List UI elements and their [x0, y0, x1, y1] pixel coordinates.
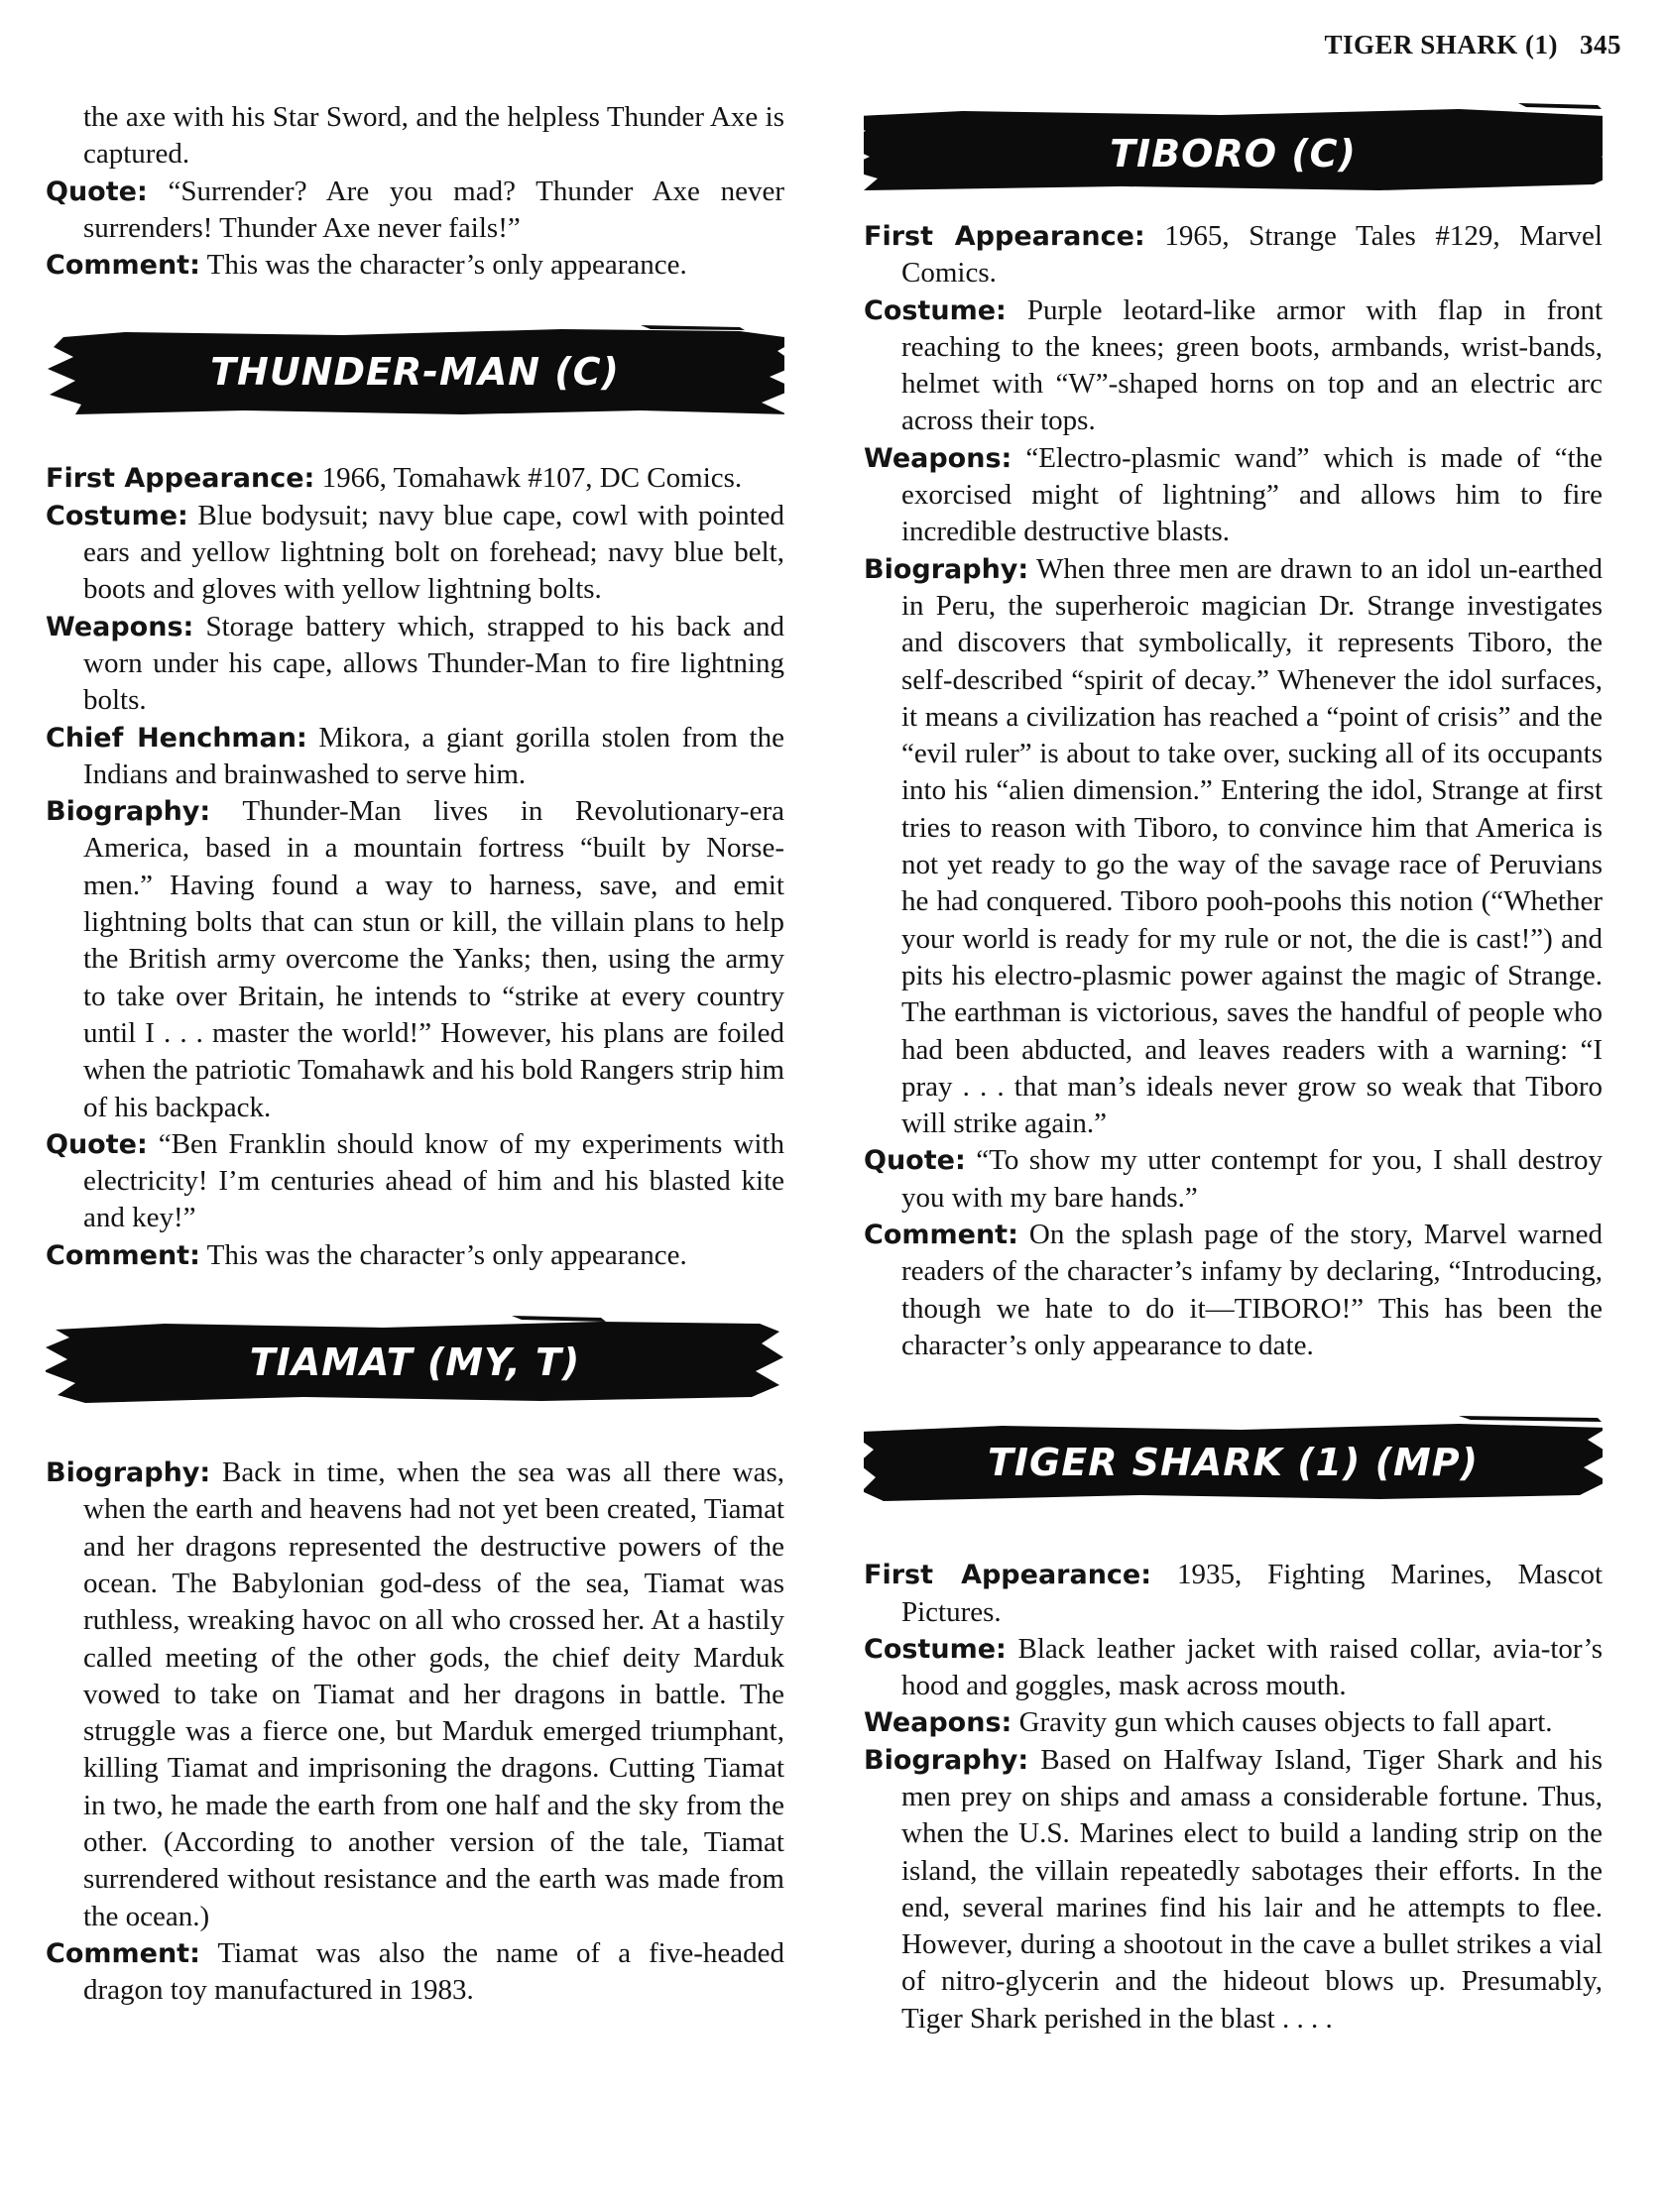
field-comment — [46, 247, 784, 284]
field-label: Biography: — [46, 1457, 211, 1489]
field-quote — [46, 1126, 784, 1237]
entry-title: TIBORO (C) — [1110, 132, 1357, 175]
field-text: Based on Halfway Island, Tiger Shark and his men prey on ships and amass a considerable fortune. Thus, when the U.S. Marines elect to build a landing strip on the island, the villain repeatedly sabotages their efforts. In the end, several marines find his lair and he attempts to flee. However, during a shootout in the cave a bullet strikes a vial of nitro-glycerin and the hideout blows up. Presumably, Tiger Shark perished in the blast . . . . — [901, 1743, 1604, 2035]
field-text: Black leather jacket with raised collar, avia-tor’s hood and goggles, mask across mouth. — [901, 1632, 1603, 1702]
field-label: Chief Henchman: — [46, 722, 307, 754]
field-text: Gravity gun which causes objects to fall apart. — [1018, 1706, 1553, 1739]
field-text: “Ben Franklin should know of my experiments with electricity! I’m centuries ahead of him and his blasted kite and key!” — [83, 1127, 784, 1234]
field-label: Quote: — [46, 175, 148, 207]
field-text: Blue bodysuit; navy blue cape, cowl with pointed ears and yellow lightning bolt on forehead; navy blue belt, boots and gloves with yellow lightning bolts. — [83, 499, 784, 606]
left-column — [46, 99, 784, 2009]
field-costume — [864, 1631, 1603, 1705]
field-label: Comment: — [46, 1937, 200, 1969]
field-comment — [864, 1217, 1603, 1364]
field-text: Storage battery which, strapped to his back and worn under his cape, allows Thunder-Man to fire lightning bolts. — [83, 610, 785, 717]
field-first-appearance — [864, 1557, 1603, 1631]
field-label: Quote: — [864, 1145, 966, 1177]
field-biography — [864, 1742, 1603, 2037]
field-quote — [864, 1142, 1603, 1217]
field-comment — [46, 1935, 784, 2010]
field-label: Weapons: — [46, 611, 194, 642]
field-text: “Surrender? Are you mad? Thunder Axe never surrenders! Thunder Axe never fails!” — [83, 175, 785, 244]
field-label: Costume: — [864, 294, 1007, 326]
field-biography — [46, 1455, 784, 1935]
entry-banner-tiger-shark — [864, 1408, 1603, 1517]
field-label: First Appearance: — [46, 463, 315, 495]
field-text: 1935, Fighting Marines, Mascot Pictures. — [901, 1559, 1603, 1628]
field-text: 1965, Strange Tales #129, Marvel Comics. — [901, 220, 1603, 290]
field-comment — [46, 1237, 784, 1274]
field-text: Thunder-Man lives in Revolutionary-era America, based in a mountain fortress “built by Norse-men.” Having found a way to harness, save, and emit lightning bolts that can stun or kill, the villain plans to help the British army overcome the Yanks; then, using the army to take over Britain, he intends to “strike at every country until I . . . master the world!” However, his plans are foiled when the patriotic Tomahawk and his bold Rangers strip him of his backpack. — [83, 795, 785, 1123]
field-label: Weapons: — [864, 1707, 1012, 1739]
field-label: Comment: — [46, 1239, 200, 1271]
field-costume — [864, 292, 1603, 440]
field-label: First Appearance: — [864, 221, 1145, 252]
page-number: 345 — [1580, 30, 1621, 59]
field-label: Weapons: — [864, 442, 1012, 474]
field-text: “Electro-plasmic wand” which is made of “the exorcised might of lightning” and allows him to fire incredible destructive blasts. — [901, 441, 1604, 548]
field-label: Comment: — [864, 1220, 1018, 1251]
field-biography — [864, 551, 1603, 1143]
field-label: Quote: — [46, 1128, 148, 1160]
entry-banner-tiamat — [46, 1308, 784, 1417]
field-text: Purple leotard-like armor with flap in front reaching to the knees; green boots, armbands, wrist-bands, helmet with “W”-shaped horns on top and an electric arc across their tops. — [901, 293, 1603, 437]
field-weapons — [864, 1704, 1603, 1741]
field-weapons — [46, 609, 784, 720]
field-text: 1966, Tomahawk #107, DC Comics. — [321, 462, 743, 495]
entry-title: TIAMAT (MY, T) — [249, 1340, 581, 1385]
field-weapons — [864, 440, 1603, 551]
right-column — [864, 99, 1603, 2037]
entry-title: THUNDER-MAN (C) — [210, 350, 620, 395]
field-label: Biography: — [864, 553, 1029, 585]
field-label: Biography: — [46, 796, 211, 828]
field-text: On the splash page of the story, Marvel warned readers of the character’s infamy by declaring, “Introducing, though we hate to do it—TIBORO!” This has been the character’s only appearance to date. — [901, 1219, 1604, 1361]
entry-banner-tiboro — [864, 99, 1603, 208]
entry-title: TIGER SHARK (1) (MP) — [987, 1441, 1480, 1485]
entry-tiamat — [46, 1455, 784, 2009]
field-label: Comment: — [46, 250, 200, 282]
entry-continuation — [46, 99, 784, 284]
field-label: Costume: — [864, 1633, 1007, 1665]
running-head — [1324, 30, 1621, 60]
entry-tiger-shark — [864, 1557, 1603, 2037]
field-label: Biography: — [864, 1744, 1029, 1776]
field-text: Back in time, when the sea was all there was, when the earth and heavens had not yet been created, Tiamat and her dragons represented the destructive powers of the ocean. The Babylonian god-dess of the sea, Tiamat was ruthless, wreaking havoc on all who crossed her. At a hastily called meeting of the other gods, the chief deity Marduk vowed to take on Tiamat and her dragons in battle. The struggle was a fierce one, but Marduk emerged triumphant, killing Tiamat and imprisoning the dragons. Cutting Tiamat in two, he made the earth from one half and the sky from the other. (According to another version of the tale, Tiamat surrendered without resistance and the earth was made from the ocean.) — [83, 1456, 785, 1932]
entry-tiboro — [864, 218, 1603, 1364]
field-text: When three men are drawn to an idol un-earthed in Peru, the superheroic magician Dr. Strange investigates and discovers that symbolically, it represents Tiboro, the self-described “spirit of decay.” Whenever the idol surfaces, it means a civilization has reached a “point of crisis” and the “evil ruler” is about to take over, sucking all of its occupants into his “alien dimension.” Entering the idol, Strange at first tries to reason with Tiboro, to convince him that America is not yet ready to go the way of the savage race of Peruvians he had conquered. Tiboro pooh-poohs this notion (“Whether your world is ready for my rule or not, the die is cast!”) and pits his electro-plasmic power against the magic of Strange. The earthman is victorious, saves the handful of people who had been abducted, and leaves readers with a warning: “I pray . . . that man’s ideals never grow so weak that Tiboro will strike again.” — [901, 552, 1603, 1140]
field-text: “To show my utter contempt for you, I shall destroy you with my bare hands.” — [901, 1144, 1603, 1214]
field-text: This was the character’s only appearance. — [206, 1238, 687, 1271]
field-biography — [46, 793, 784, 1126]
continuation-text: the axe with his Star Sword, and the helpless Thunder Axe is captured. — [83, 101, 784, 171]
field-label: First Appearance: — [864, 1560, 1152, 1591]
entry-thunder-man — [46, 460, 784, 1274]
running-head-title: TIGER SHARK (1) — [1324, 30, 1558, 59]
field-text: Tiamat was also the name of a five-headed dragon toy manufactured in 1983. — [83, 1936, 784, 2007]
field-first-appearance — [864, 218, 1603, 292]
field-first-appearance — [46, 460, 784, 497]
field-text: Mikora, a giant gorilla stolen from the Indians and brainwashed to serve him. — [83, 721, 784, 790]
field-costume — [46, 498, 784, 609]
field-label: Costume: — [46, 500, 188, 531]
entry-banner-thunder-man — [46, 317, 784, 426]
field-text: This was the character’s only appearance. — [206, 249, 687, 282]
field-quote — [46, 174, 784, 248]
field-chief-henchman — [46, 720, 784, 794]
